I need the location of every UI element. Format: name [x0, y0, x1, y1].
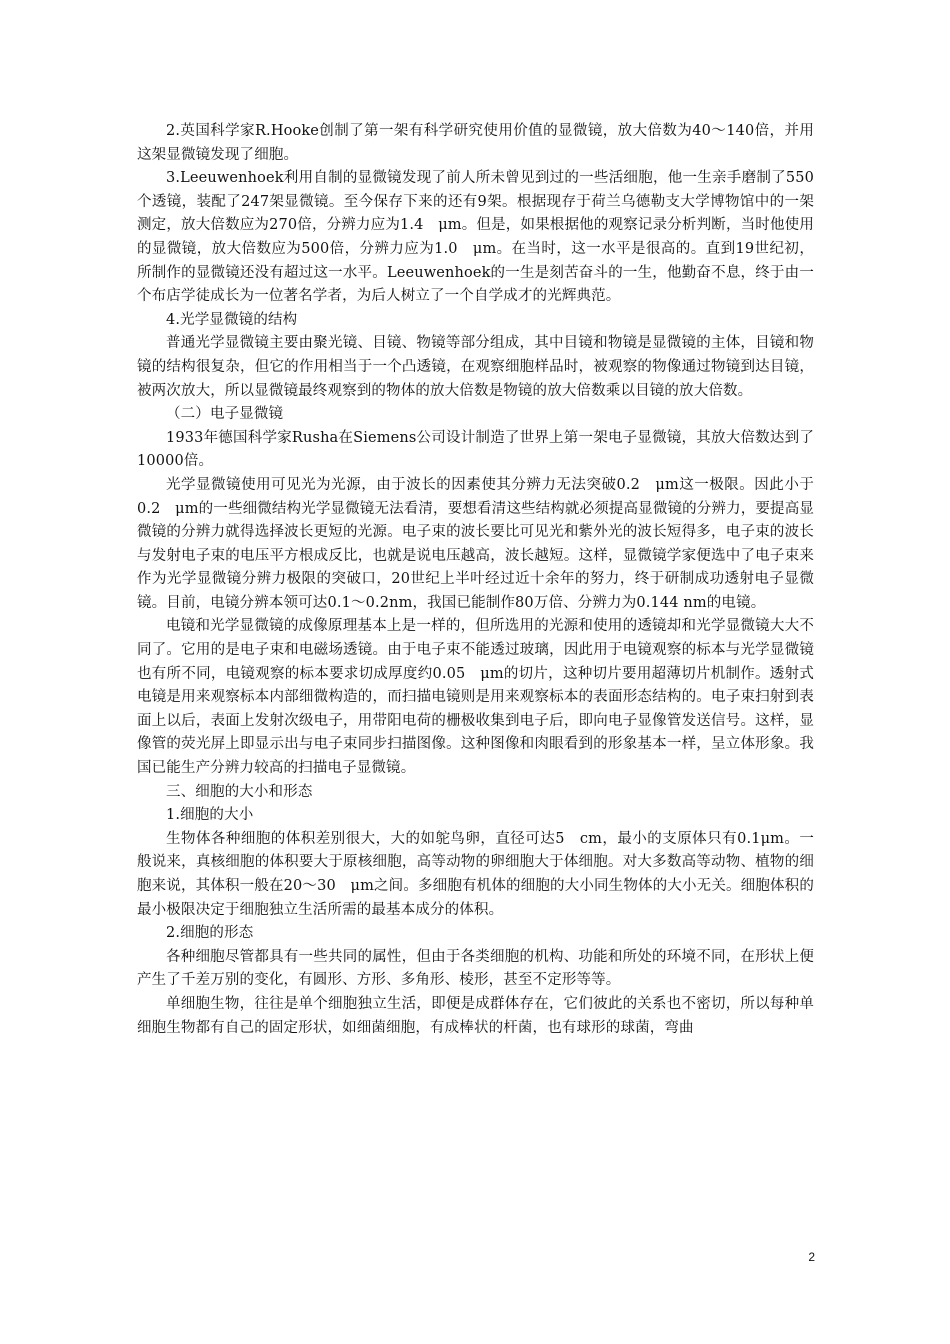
paragraph-rusha: 1933年德国科学家Rusha在Siemens公司设计制造了世界上第一架电子显微镜，其放大倍数达到了10000倍。 — [137, 429, 814, 470]
heading-electron-microscope: （二）电子显微镜 — [166, 406, 284, 423]
document-body — [137, 120, 814, 1040]
paragraph-cell-size: 生物体各种细胞的体积差别很大，大的如鸵鸟卵，直径可达5 cm，最小的支原体只有0.1μm。一般说来，真核细胞的体积要大于原核细胞，高等动物的卵细胞大于体细胞。对大多数高等动物、植物的细胞来说，其体积一般在20～30 μm之间。多细胞有机体的细胞的大小同生物体的大小无关。细胞体积的最小极限决定于细胞独立生活所需的最基本成分的体积。 — [137, 830, 814, 918]
paragraph-resolution-limit: 光学显微镜使用可见光为光源，由于波长的因素使其分辨力无法突破0.2 μm这一极限。因此小于0.2 μm的一些细微结构光学显微镜无法看清，要想看清这些结构就必须提高显微镜的分辨力，要提高显微镜的分辨力就得选择波长更短的光源。电子束的波长要比可见光和紫外光的波长短得多，电子束的波长与发射电子束的电压平方根成反比，也就是说电压越高，波长越短。这样，显微镜学家便选中了电子束来作为光学显微镜分辨力极限的突破口，20世纪上半叶经过近十余年的努力，终于研制成功透射电子显微镜。目前，电镜分辨本领可达0.1～0.2nm，我国已能制作80万倍、分辨力为0.144 nm的电镜。 — [137, 476, 814, 611]
paragraph-hooke: 2.英国科学家R.Hooke创制了第一架有科学研究使用价值的显微镜，放大倍数为40～140倍，并用这架显微镜发现了细胞。 — [137, 123, 814, 163]
heading-cell-shape: 2.细胞的形态 — [166, 925, 254, 942]
paragraph-optical-microscope-structure: 普通光学显微镜主要由聚光镜、目镜、物镜等部分组成，其中目镜和物镜是显微镜的主体，目镜和物镜的结构很复杂，但它的作用相当于一个凸透镜，在观察细胞样品时，被观察的物像通过物镜到达目镜，被两次放大，所以显微镜最终观察到的物体的放大倍数是物镜的放大倍数乘以目镜的放大倍数。 — [137, 335, 814, 399]
paragraph-electron-imaging: 电镜和光学显微镜的成像原理基本上是一样的，但所选用的光源和使用的透镜却和光学显微镜大大不同了。它用的是电子束和电磁场透镜。由于电子束不能透过玻璃，因此用于电镜观察的标本与光学显微镜也有所不同，电镜观察的标本要求切成厚度约0.05 μm的切片，这种切片要用超薄切片机制作。透射式电镜是用来观察标本内部细微构造的，而扫描电镜则是用来观察标本的表面形态结构的。电子束扫射到表面上以后，表面上发射次级电子，用带阳电荷的栅极收集到电子后，即向电子显像管发送信号。这样，显像管的荧光屏上即显示出与电子束同步扫描图像。这种图像和肉眼看到的形象基本一样，呈立体形象。我国已能生产分辨力较高的扫描电子显微镜。 — [137, 618, 814, 777]
heading-cell-size-shape: 三、细胞的大小和形态 — [166, 783, 313, 800]
paragraph-unicellular: 单细胞生物，往往是单个细胞独立生活，即便是成群体存在，它们彼此的关系也不密切，所以每种单细胞生物都有自己的固定形状，如细菌细胞，有成棒状的杆菌，也有球形的球菌，弯曲 — [137, 995, 814, 1036]
heading-cell-size: 1.细胞的大小 — [166, 807, 254, 824]
paragraph-leeuwenhoek: 3.Leeuwenhoek利用自制的显微镜发现了前人所未曾见到过的一些活细胞，他一生亲手磨制了550个透镜，装配了247架显微镜。至今保存下来的还有9架。根据现存于荷兰乌德勒支大学博物馆中的一架测定，放大倍数应为270倍，分辨力应为1.4 μm。但是，如果根据他的观察记录分析判断，当时他使用的显微镜，放大倍数应为500倍，分辨力应为1.0 μm。在当时，这一水平是很高的。直到19世纪初，所制作的显微镜还没有超过这一水平。Leeuwenhoek的一生是刻苦奋斗的一生，他勤奋不息，终于由一个布店学徒成长为一位著名学者，为后人树立了一个自学成才的光辉典范。 — [137, 170, 814, 305]
paragraph-cell-shape: 各种细胞尽管都具有一些共同的属性，但由于各类细胞的机构、功能和所处的环境不同，在形状上便产生了千差万别的变化，有圆形、方形、多角形、棱形，甚至不定形等等。 — [137, 948, 814, 989]
heading-optical-microscope-structure: 4.光学显微镜的结构 — [166, 311, 298, 328]
page-number: 2 — [808, 1250, 815, 1264]
